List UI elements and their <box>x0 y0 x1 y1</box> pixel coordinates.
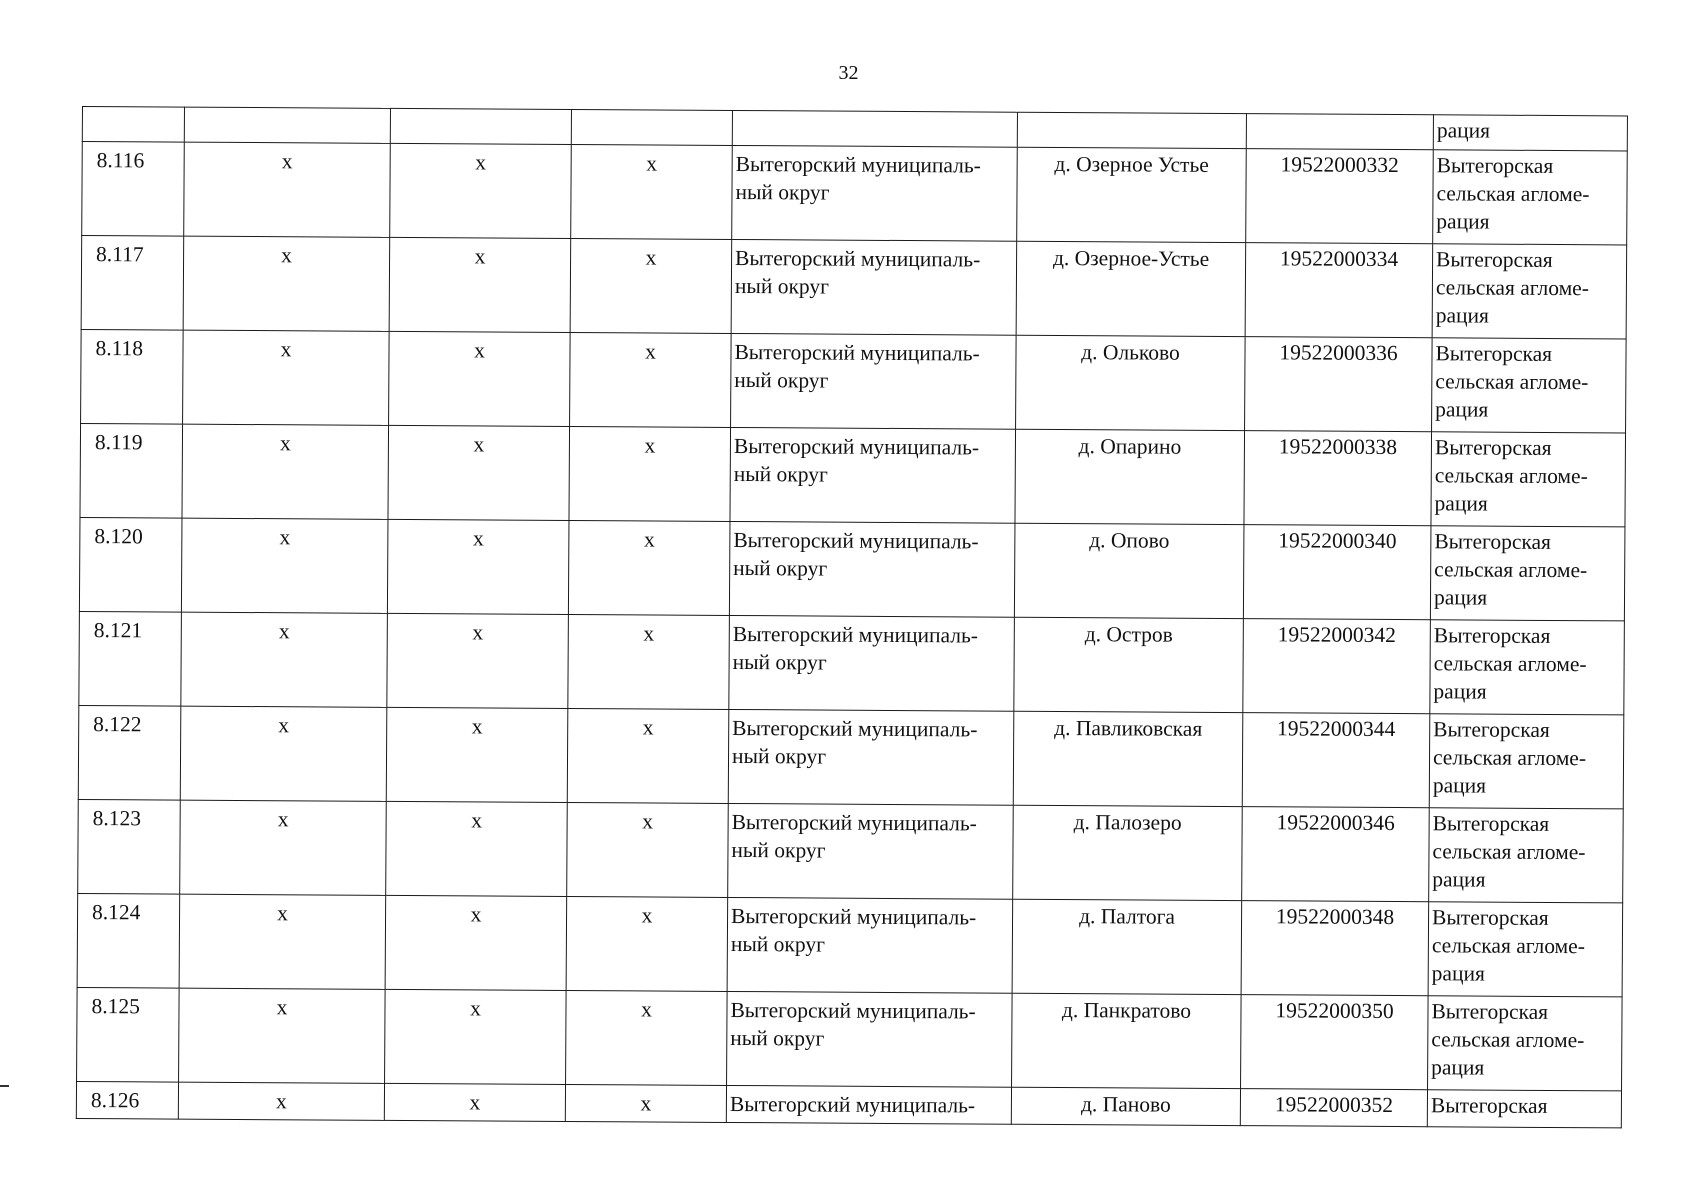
x-cell: x <box>384 1083 565 1121</box>
agglomeration-cell: Вытегорская сельская агломе-рация <box>1433 150 1628 245</box>
table-row <box>81 236 1627 339</box>
agglomeration-cell: Вытегорская сельская агломе-рация <box>1430 620 1625 715</box>
settlements-table <box>76 106 1628 1128</box>
x-cell: x <box>385 895 567 990</box>
municipality-cell: Вытегорский муниципаль-ный округ <box>731 333 1017 429</box>
settlement-cell: д. Опарино <box>1015 429 1245 524</box>
oktmo-code-cell: 19522000342 <box>1243 619 1431 714</box>
oktmo-code-cell: 19522000336 <box>1245 337 1433 432</box>
x-cell: x <box>180 800 387 895</box>
settlement-cell: д. Озерное Устье <box>1017 147 1247 242</box>
table-row <box>78 799 1624 902</box>
municipality-cell: Вытегорский муниципаль- <box>726 1085 1011 1124</box>
x-cell: x <box>386 707 568 802</box>
x-cell: x <box>179 988 386 1083</box>
settlement-cell: д. Опово <box>1014 523 1244 618</box>
municipality-cell: Вытегорский муниципаль-ный округ <box>732 145 1018 241</box>
oktmo-code-cell: 19522000350 <box>1241 995 1429 1090</box>
row-number-cell: 8.118 <box>81 329 184 424</box>
cell-empty <box>732 110 1017 147</box>
x-cell: x <box>566 990 728 1085</box>
agglomeration-cell: Вытегорская сельская агломе-рация <box>1428 902 1623 997</box>
table-row <box>80 423 1626 526</box>
x-cell: x <box>389 331 571 426</box>
municipality-cell: Вытегорский муниципаль-ный округ <box>729 615 1015 711</box>
x-cell: x <box>566 896 728 991</box>
x-cell: x <box>182 424 389 519</box>
oktmo-code-cell: 19522000348 <box>1241 901 1429 996</box>
x-cell: x <box>387 613 569 708</box>
oktmo-code-cell: 19522000332 <box>1246 149 1434 244</box>
x-cell: x <box>389 237 571 332</box>
x-cell: x <box>387 519 569 614</box>
oktmo-code-cell: 19522000352 <box>1240 1089 1427 1127</box>
table-row <box>81 329 1627 432</box>
cell-empty <box>1017 112 1246 148</box>
row-number-cell: 8.125 <box>77 987 180 1082</box>
municipality-cell: Вытегорский муниципаль-ный округ <box>727 897 1013 993</box>
oktmo-code-cell: 19522000344 <box>1242 713 1430 808</box>
row-number-cell: 8.123 <box>78 799 181 894</box>
x-cell: x <box>568 614 730 709</box>
settlement-cell: д. Озерное-Устье <box>1016 241 1246 336</box>
x-cell: x <box>386 801 568 896</box>
municipality-cell: Вытегорский муниципаль-ный округ <box>728 803 1014 899</box>
row-number-cell: 8.117 <box>81 236 184 331</box>
x-cell: x <box>570 238 732 333</box>
x-cell: x <box>567 708 729 803</box>
x-cell: x <box>181 518 388 613</box>
x-cell: x <box>184 142 391 237</box>
settlement-cell: д. Остров <box>1014 617 1244 712</box>
agglomeration-cell: Вытегорская сельская агломе-рация <box>1429 808 1624 903</box>
x-cell: x <box>178 1082 384 1120</box>
cell-empty <box>82 107 184 143</box>
x-cell: x <box>180 706 387 801</box>
cell-empty <box>184 107 390 143</box>
x-cell: x <box>570 332 732 427</box>
x-cell: x <box>183 236 390 331</box>
x-cell: x <box>183 330 390 425</box>
x-cell: x <box>571 144 733 239</box>
x-cell: x <box>567 802 729 897</box>
x-cell: x <box>568 520 730 615</box>
agglomeration-cell: Вытегорская сельская агломе-рация <box>1432 244 1627 339</box>
x-cell: x <box>179 894 386 989</box>
settlement-cell: д. Палозеро <box>1013 805 1243 900</box>
row-number-cell: 8.116 <box>82 142 185 237</box>
x-cell: x <box>569 426 731 521</box>
row-number-cell: 8.126 <box>76 1081 178 1119</box>
table-row <box>78 705 1624 808</box>
settlement-cell: д. Паново <box>1011 1087 1240 1125</box>
table-row <box>77 893 1623 996</box>
agglomeration-cell: Вытегорская сельская агломе-рация <box>1432 338 1627 433</box>
oktmo-code-cell: 19522000338 <box>1244 431 1432 526</box>
municipality-cell: Вытегорский муниципаль-ный округ <box>731 239 1017 335</box>
x-cell: x <box>565 1084 726 1122</box>
agglomeration-cell: рация <box>1433 115 1627 151</box>
agglomeration-cell: Вытегорская сельская агломе-рация <box>1431 432 1626 527</box>
x-cell: x <box>390 143 572 238</box>
row-number-cell: 8.122 <box>78 705 181 800</box>
municipality-cell: Вытегорский муниципаль-ный округ <box>729 521 1015 617</box>
settlement-cell: д. Палтога <box>1012 899 1242 994</box>
cell-empty <box>571 109 732 145</box>
row-number-cell: 8.121 <box>79 611 182 706</box>
agglomeration-cell: Вытегорская сельская агломе-рация <box>1428 996 1623 1091</box>
row-number-cell: 8.119 <box>80 423 183 518</box>
table-body <box>76 107 1627 1128</box>
agglomeration-cell: Вытегорская сельская агломе-рация <box>1430 526 1625 621</box>
table-row <box>82 142 1628 245</box>
oktmo-code-cell: 19522000346 <box>1242 807 1430 902</box>
x-cell: x <box>385 989 567 1084</box>
municipality-cell: Вытегорский муниципаль-ный округ <box>730 427 1016 523</box>
row-number-cell: 8.124 <box>77 893 180 988</box>
municipality-cell: Вытегорский муниципаль-ный округ <box>728 709 1014 805</box>
cell-empty <box>1246 114 1433 150</box>
municipality-cell: Вытегорский муниципаль-ный округ <box>727 991 1013 1087</box>
x-cell: x <box>181 612 388 707</box>
table-row <box>77 987 1623 1090</box>
agglomeration-cell: Вытегорская сельская агломе-рация <box>1429 714 1624 809</box>
margin-mark <box>0 1085 9 1087</box>
oktmo-code-cell: 19522000334 <box>1245 243 1433 338</box>
row-number-cell: 8.120 <box>79 517 182 612</box>
oktmo-code-cell: 19522000340 <box>1243 525 1431 620</box>
x-cell: x <box>388 425 570 520</box>
agglomeration-cell: Вытегорская <box>1427 1090 1621 1128</box>
settlement-cell: д. Панкратово <box>1012 993 1242 1088</box>
table-row <box>79 611 1625 714</box>
settlement-cell: д. Павликовская <box>1013 711 1243 806</box>
page-number: 32 <box>838 62 859 84</box>
settlement-cell: д. Ольково <box>1016 335 1246 430</box>
cell-empty <box>390 108 571 144</box>
table-row <box>79 517 1625 620</box>
